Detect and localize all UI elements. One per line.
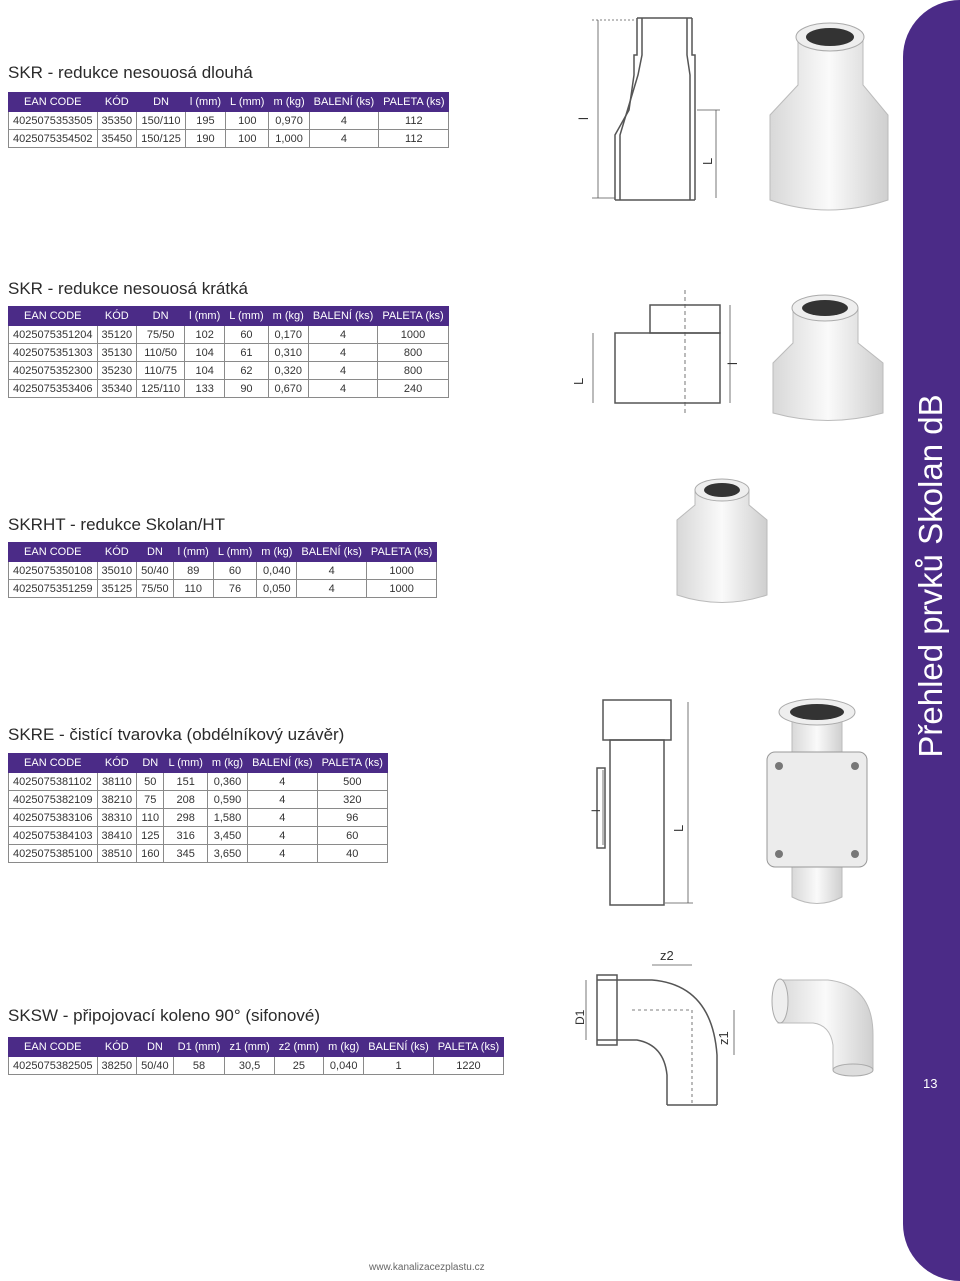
table-cell: 50/40 [137, 562, 174, 580]
table-cell: 4025075383106 [9, 809, 98, 827]
column-header: DN [137, 1038, 174, 1057]
page-number: 13 [923, 1076, 938, 1091]
product-table-skrht [8, 542, 437, 598]
table-cell: 800 [378, 362, 448, 380]
table-cell: 4025075354502 [9, 130, 98, 148]
column-header: EAN CODE [9, 307, 98, 326]
table-cell: 0,050 [257, 580, 297, 598]
table-cell: 35340 [97, 380, 137, 398]
dim-label-l: l [725, 362, 740, 365]
table-cell: 1,580 [207, 809, 247, 827]
table-cell: 76 [213, 580, 256, 598]
column-header: m (kg) [324, 1038, 364, 1057]
table-cell: 4025075384103 [9, 827, 98, 845]
product-table-sksw [8, 1037, 504, 1075]
table-cell: 0,670 [268, 380, 308, 398]
column-header: KÓD [97, 307, 137, 326]
column-header: BALENÍ (ks) [248, 754, 318, 773]
section-title-skre: SKRE - čistící tvarovka (obdélníkový uzávěr) [8, 725, 345, 744]
table-cell: 150/125 [137, 130, 186, 148]
table-cell: 0,360 [207, 773, 247, 791]
table-cell: 35350 [97, 112, 137, 130]
section-title-sksw: SKSW - připojovací koleno 90° (sifonové) [8, 1006, 320, 1025]
sksw-drawing [572, 945, 752, 1125]
table-cell: 30,5 [225, 1057, 274, 1075]
table-cell: 25 [274, 1057, 323, 1075]
table-cell: 38510 [97, 845, 137, 863]
table-cell: 4 [309, 130, 379, 148]
column-header: L (mm) [225, 307, 268, 326]
table-cell: 58 [173, 1057, 225, 1075]
table-cell: 50 [137, 773, 164, 791]
table-row [9, 112, 449, 130]
table-cell: 35130 [97, 344, 137, 362]
table-cell: 195 [185, 112, 225, 130]
table-cell: 38250 [97, 1057, 137, 1075]
table-cell: 500 [317, 773, 387, 791]
column-header: m (kg) [269, 93, 309, 112]
table-cell: 35450 [97, 130, 137, 148]
table-cell: 100 [226, 112, 269, 130]
table-cell: 160 [137, 845, 164, 863]
column-header: KÓD [97, 543, 137, 562]
table-cell: 0,590 [207, 791, 247, 809]
table-cell: 3,450 [207, 827, 247, 845]
table-cell: 60 [213, 562, 256, 580]
table-cell: 3,650 [207, 845, 247, 863]
table-cell: 190 [185, 130, 225, 148]
table-cell: 89 [173, 562, 213, 580]
table-cell: 4 [248, 845, 318, 863]
column-header: EAN CODE [9, 93, 98, 112]
table-cell: 4 [308, 344, 378, 362]
table-cell: 102 [185, 326, 225, 344]
table-cell: 35230 [97, 362, 137, 380]
table-row [9, 130, 449, 148]
table-row [9, 562, 437, 580]
column-header: m (kg) [257, 543, 297, 562]
table-cell: 4025075353406 [9, 380, 98, 398]
column-header: DN [137, 754, 164, 773]
column-header: L (mm) [164, 754, 207, 773]
table-cell: 1000 [366, 580, 436, 598]
column-header: BALENÍ (ks) [308, 307, 378, 326]
table-cell: 4025075353505 [9, 112, 98, 130]
table-cell: 1220 [433, 1057, 503, 1075]
table-cell: 75/50 [137, 580, 174, 598]
table-cell: 50/40 [137, 1057, 174, 1075]
table-cell: 4 [308, 326, 378, 344]
table-header-row [9, 307, 449, 326]
column-header: D1 (mm) [173, 1038, 225, 1057]
table-cell: 90 [225, 380, 268, 398]
section-title-skrht: SKRHT - redukce Skolan/HT [8, 515, 225, 534]
column-header: DN [137, 93, 186, 112]
skre-product-image [752, 682, 882, 912]
table-cell: 4 [308, 380, 378, 398]
column-header: BALENÍ (ks) [364, 1038, 434, 1057]
table-row [9, 827, 388, 845]
table-cell: 1 [364, 1057, 434, 1075]
column-header: DN [137, 543, 174, 562]
table-cell: 104 [185, 344, 225, 362]
dim-label-L: L [571, 377, 586, 385]
table-cell: 4 [308, 362, 378, 380]
table-header-row [9, 1038, 504, 1057]
table-cell: 4025075350108 [9, 562, 98, 580]
column-header: BALENÍ (ks) [297, 543, 367, 562]
column-header: m (kg) [268, 307, 308, 326]
table-cell: 38110 [97, 773, 137, 791]
table-cell: 4 [309, 112, 379, 130]
table-cell: 1000 [378, 326, 448, 344]
table-cell: 316 [164, 827, 207, 845]
column-header: z1 (mm) [225, 1038, 274, 1057]
column-header: z2 (mm) [274, 1038, 323, 1057]
column-header: KÓD [97, 93, 137, 112]
table-cell: 1000 [366, 562, 436, 580]
dim-label-l: l [576, 117, 591, 120]
table-cell: 0,040 [324, 1057, 364, 1075]
skre-drawing [585, 690, 705, 920]
table-cell: 35010 [97, 562, 137, 580]
column-header: EAN CODE [9, 543, 98, 562]
column-header: PALETA (ks) [317, 754, 387, 773]
dim-label-L: L [700, 157, 715, 165]
table-cell: 800 [378, 344, 448, 362]
section-title-skr-long: SKR - redukce nesouosá dlouhá [8, 63, 253, 82]
table-cell: 110/75 [137, 362, 185, 380]
product-table-skre [8, 753, 388, 863]
table-cell: 96 [317, 809, 387, 827]
table-cell: 60 [225, 326, 268, 344]
table-cell: 75 [137, 791, 164, 809]
sksw-product-image [768, 955, 888, 1085]
table-cell: 4025075351303 [9, 344, 98, 362]
table-cell: 38310 [97, 809, 137, 827]
dim-label-d1: D1 [573, 1009, 587, 1025]
column-header: EAN CODE [9, 754, 98, 773]
column-header: PALETA (ks) [366, 543, 436, 562]
table-cell: 110 [137, 809, 164, 827]
table-cell: 133 [185, 380, 225, 398]
table-cell: 0,310 [268, 344, 308, 362]
column-header: PALETA (ks) [379, 93, 449, 112]
table-header-row [9, 93, 449, 112]
product-table-skr-short [8, 306, 449, 398]
table-cell: 4025075385100 [9, 845, 98, 863]
table-row [9, 809, 388, 827]
table-cell: 40 [317, 845, 387, 863]
table-row [9, 326, 449, 344]
table-cell: 112 [379, 112, 449, 130]
table-cell: 4025075352300 [9, 362, 98, 380]
table-cell: 4025075382505 [9, 1057, 98, 1075]
table-cell: 0,970 [269, 112, 309, 130]
table-cell: 240 [378, 380, 448, 398]
table-cell: 4 [248, 773, 318, 791]
table-cell: 110/50 [137, 344, 185, 362]
table-cell: 100 [226, 130, 269, 148]
column-header: BALENÍ (ks) [309, 93, 379, 112]
table-cell: 112 [379, 130, 449, 148]
column-header: PALETA (ks) [378, 307, 448, 326]
column-header: L (mm) [213, 543, 256, 562]
table-header-row [9, 754, 388, 773]
dim-label-L: L [671, 824, 686, 832]
column-header: PALETA (ks) [433, 1038, 503, 1057]
table-cell: 61 [225, 344, 268, 362]
table-cell: 0,040 [257, 562, 297, 580]
column-header: m (kg) [207, 754, 247, 773]
table-cell: 298 [164, 809, 207, 827]
table-header-row [9, 543, 437, 562]
table-cell: 125/110 [137, 380, 185, 398]
table-cell: 62 [225, 362, 268, 380]
table-cell: 4 [297, 580, 367, 598]
table-cell: 4025075351259 [9, 580, 98, 598]
table-row [9, 344, 449, 362]
table-row [9, 362, 449, 380]
table-row [9, 1057, 504, 1075]
section-title-skr-short: SKR - redukce nesouosá krátká [8, 279, 249, 298]
dim-label-z2: z2 [660, 948, 674, 963]
skr-short-product-image [763, 278, 893, 428]
footer-url: www.kanalizacezplastu.cz [369, 1262, 485, 1273]
column-header: DN [137, 307, 185, 326]
table-cell: 0,170 [268, 326, 308, 344]
table-cell: 125 [137, 827, 164, 845]
skr-long-product-image [758, 15, 898, 220]
table-cell: 60 [317, 827, 387, 845]
table-cell: 110 [173, 580, 213, 598]
table-cell: 1,000 [269, 130, 309, 148]
table-cell: 4 [248, 791, 318, 809]
column-header: KÓD [97, 1038, 137, 1057]
table-row [9, 380, 449, 398]
table-cell: 345 [164, 845, 207, 863]
column-header: KÓD [97, 754, 137, 773]
table-row [9, 791, 388, 809]
table-cell: 4025075381102 [9, 773, 98, 791]
table-row [9, 773, 388, 791]
column-header: l (mm) [173, 543, 213, 562]
table-cell: 35125 [97, 580, 137, 598]
table-cell: 4 [297, 562, 367, 580]
column-header: l (mm) [185, 93, 225, 112]
table-cell: 35120 [97, 326, 137, 344]
side-title: Přehled prvků Skolan dB [912, 394, 949, 758]
table-cell: 38210 [97, 791, 137, 809]
table-cell: 150/110 [137, 112, 186, 130]
table-cell: 4025075382109 [9, 791, 98, 809]
table-cell: 4025075351204 [9, 326, 98, 344]
skr-short-drawing [565, 290, 755, 420]
column-header: EAN CODE [9, 1038, 98, 1057]
column-header: L (mm) [226, 93, 269, 112]
table-cell: 75/50 [137, 326, 185, 344]
table-cell: 320 [317, 791, 387, 809]
dim-label-l: l [589, 809, 603, 812]
skr-long-drawing [576, 15, 730, 215]
table-cell: 4 [248, 809, 318, 827]
table-cell: 104 [185, 362, 225, 380]
table-row [9, 580, 437, 598]
product-table-skr-long [8, 92, 449, 148]
table-row [9, 845, 388, 863]
skrht-product-image [667, 460, 777, 610]
table-cell: 151 [164, 773, 207, 791]
table-cell: 38410 [97, 827, 137, 845]
table-cell: 0,320 [268, 362, 308, 380]
column-header: l (mm) [185, 307, 225, 326]
dim-label-z1: z1 [716, 1031, 731, 1045]
table-cell: 208 [164, 791, 207, 809]
table-cell: 4 [248, 827, 318, 845]
